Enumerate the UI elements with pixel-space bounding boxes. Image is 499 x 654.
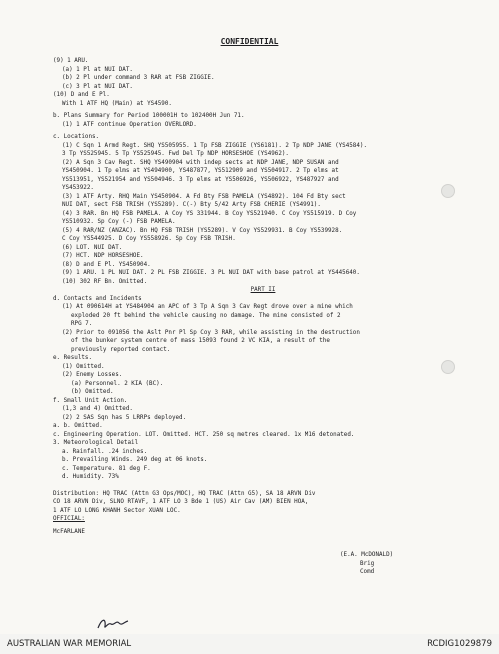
text-line: YS450904. 1 Tp elms at YS494900, YS487877, YS512909 and YS504917. 2 Tp elms at	[62, 168, 339, 174]
text-line: (6) LOT. NUI DAT.	[62, 244, 123, 251]
text-line: (10) D and E Pl.	[53, 92, 110, 98]
punch-hole	[441, 360, 455, 374]
signatory-name: (E.A. McDONALD)	[340, 552, 394, 558]
official-name: McFARLANE	[53, 528, 85, 535]
signature-block	[340, 551, 393, 577]
text-line: (1) Omitted.	[62, 363, 105, 370]
text-line: of the bunker system centre of mass 15093 found 2 VC KIA, a result of the	[71, 338, 330, 344]
official-label: OFFICIAL:	[53, 516, 85, 522]
text-line: (2) A Sqn 3 Cav Regt. SHQ YS490904 with indep sects at NDP JANE, NDP SUSAN and	[62, 159, 339, 166]
text-line: (a) Personnel. 2 KIA (BC).	[71, 380, 164, 387]
text-line: b. Prevailing Winds. 249 deg at 06 knots.	[62, 457, 208, 463]
text-line: (a) 1 Pl at NUI DAT.	[62, 66, 133, 73]
section-heading: 3. Meteorological Detail	[53, 440, 139, 446]
text-line: NUI DAT, sect FSB TRISH (YS5289). C(-) Bty 5/42 Arty FSB CHERIE (YS4991).	[62, 202, 321, 208]
text-line: (b) 2 Pl under command 3 RAR at FSB ZIGGIE.	[62, 75, 215, 81]
text-line: 3 Tp YS525945. 5 Tp YS525945. Fwd Del Tp NDP HORSESHOE (YS4962).	[62, 151, 289, 157]
text-line: (8) D and E Pl. YS450904.	[62, 261, 151, 268]
text-line: (2) Enemy Losses.	[62, 372, 123, 378]
punch-hole	[441, 184, 455, 198]
part-heading	[53, 286, 473, 295]
handwritten-signature	[96, 616, 130, 632]
text-line: a. b. Omitted.	[53, 423, 103, 429]
section-heading: c. Locations.	[53, 134, 100, 140]
text-line: (2) 2 SAS Sqn has 5 LRRPs deployed.	[62, 414, 187, 421]
text-line: previously reported contact.	[71, 346, 171, 353]
section-heading: e. Results.	[53, 355, 93, 361]
text-line: YS453922.	[62, 185, 94, 191]
section-heading: d. Contacts and Incidents	[53, 295, 142, 302]
text-line: (9) 1 ARU.	[53, 58, 89, 64]
part-title: PART II	[250, 287, 276, 293]
text-line: YS513951, YS521954 and YS504946. 3 Tp elms at YS506926, YS506922, YS487927 and	[62, 176, 339, 183]
text-line: c. Engineering Operation. LOT. Omitted. HCT. 250 sq metres cleared. 1x M16 detonated.	[53, 431, 355, 438]
text-line: exploded 20 ft behind the vehicle causing no damage. The mine consisted of 2	[71, 312, 341, 319]
text-line: With 1 ATF HQ (Main) at YS4590.	[62, 100, 172, 107]
text-line: (1) 1 ATF continue Operation OVERLORD.	[62, 121, 197, 128]
text-line: (7) HCT. NDP HORSESHOE.	[62, 253, 144, 259]
document-body	[53, 57, 473, 536]
text-line: (1) At 090614H at YS484904 an APC of 3 Tp A Sqn 3 Cav Regt drove over a mine which	[62, 304, 353, 310]
text-line: (5) 4 RAR/NZ (ANZAC). Bn HQ FSB TRISH (YS5289). V Coy YS529931. B Coy YS539928.	[62, 227, 343, 234]
text-line: (b) Omitted.	[71, 389, 114, 395]
archive-reference: RCDIG1029879	[427, 639, 492, 649]
text-line: (10) 302 RF Bn. Omitted.	[62, 278, 148, 285]
text-line: (c) 3 Pl at NUI DAT.	[62, 83, 133, 90]
page-header	[0, 37, 499, 46]
text-line: (2) Prior to 091056 the Aslt Pnr Pl Sp Coy 3 RAR, while assisting in the destruction	[62, 329, 360, 336]
classification-heading: CONFIDENTIAL	[220, 37, 279, 46]
text-line: (4) 3 RAR. Bn HQ FSB PAMELA. A Coy YS 331944. B Coy YS521940. C Coy YS515919. D Coy	[62, 210, 357, 217]
section-heading: b. Plans Summary for Period 100001H to 102400H Jun 71.	[53, 113, 245, 119]
text-line: a. Rainfall. .24 inches.	[62, 448, 148, 455]
distribution-line: 1 ATF LO LONG KHANH Sector XUAN LOC.	[53, 507, 181, 514]
archive-name: AUSTRALIAN WAR MEMORIAL	[7, 639, 132, 649]
section-heading: f. Small Unit Action.	[53, 397, 128, 404]
signatory-role: Comd	[360, 569, 375, 575]
text-line: RPG 7.	[71, 321, 93, 327]
signatory-rank: Brig	[360, 560, 375, 567]
text-line: c. Temperature. 81 deg F.	[62, 465, 151, 472]
text-line: (3) 1 ATF Arty. RHQ Main YS450904. A Fd Bty FSB PAMELA (YS4892). 104 Fd Bty sect	[62, 193, 346, 200]
text-line: YS510932. Sp Coy (-) FSB PAMELA.	[62, 219, 176, 225]
text-line: (9) 1 ARU. 1 PL NUI DAT. 2 PL FSB ZIGGIE. 3 PL NUI DAT with base patrol at YS445640.	[62, 270, 360, 276]
text-line: (1,3 and 4) Omitted.	[62, 406, 133, 412]
distribution-line: CO 18 ARVN Div, SLNO RTAVF, 1 ATF LO 3 Bde 1 (US) Air Cav (AM) BIEN HOA,	[53, 499, 309, 505]
text-line: (1) C Sqn 1 Armd Regt. SHQ YS505955. 1 Tp FSB ZIGGIE (YS6181). 2 Tp NDP JANE (YS4584).	[62, 142, 367, 149]
text-line: C Coy YS544925. D Coy YS558926. Sp Coy FSB TRISH.	[62, 236, 236, 242]
distribution-line: Distribution: HQ TRAC (Attn G3 Ops/MOC), HQ TRAC (Attn G5), SA 18 ARVN Div	[53, 490, 316, 497]
archive-footer	[0, 634, 499, 654]
text-line: d. Humidity. 73%	[62, 474, 119, 480]
